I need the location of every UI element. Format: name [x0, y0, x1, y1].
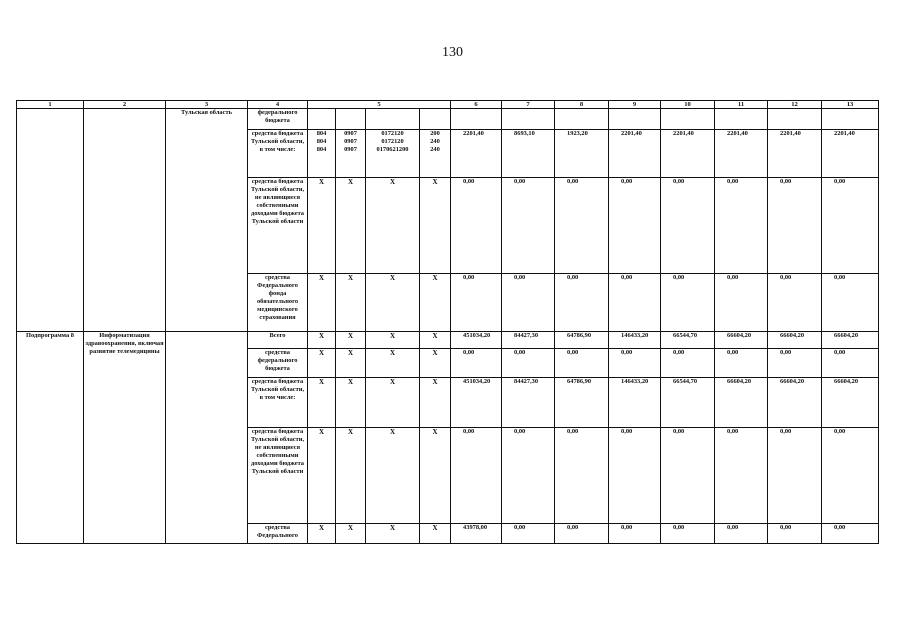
- cell-code: Х: [308, 524, 336, 544]
- col-header: 13: [822, 101, 879, 109]
- cell-value: 0,00: [768, 524, 822, 544]
- cell-value: 66604,20: [715, 378, 768, 428]
- cell-value: 0,00: [822, 524, 879, 544]
- cell-value: 0,00: [822, 178, 879, 274]
- cell-value: 66544,70: [661, 332, 715, 349]
- cell-value: 0,00: [609, 524, 661, 544]
- cell-value: 0,00: [555, 428, 609, 524]
- budget-table: [16, 100, 879, 544]
- cell-value: [502, 109, 555, 130]
- cell-value: 8693,10: [502, 130, 555, 178]
- cell-code: Х: [366, 332, 420, 349]
- cell-code: [366, 109, 420, 130]
- cell-value: 0,00: [502, 428, 555, 524]
- cell-code: Х: [420, 274, 451, 332]
- cell-code: Х: [420, 524, 451, 544]
- cell-value: 84427,30: [502, 332, 555, 349]
- cell-value: 2201,40: [661, 130, 715, 178]
- cell-subprogram-title: Информатизация здравоохранения, включая развитие телемедицины: [84, 332, 166, 544]
- cell-value: 0,00: [502, 178, 555, 274]
- table-row: [17, 332, 879, 349]
- cell-code: Х: [336, 524, 366, 544]
- cell-source: средства бюджета Тульской области, в том числе:: [248, 130, 308, 178]
- cell-source: средства Федерального: [248, 524, 308, 544]
- cell-value: 0,00: [715, 178, 768, 274]
- cell-value: 0,00: [768, 274, 822, 332]
- cell-value: 0,00: [451, 178, 502, 274]
- col-header: 11: [715, 101, 768, 109]
- cell-code: Х: [336, 274, 366, 332]
- cell-code: Х: [366, 274, 420, 332]
- cell-value: 0,00: [661, 274, 715, 332]
- col-header: 12: [768, 101, 822, 109]
- col-header: 8: [555, 101, 609, 109]
- cell-value: 0,00: [768, 178, 822, 274]
- cell-value: 66544,70: [661, 378, 715, 428]
- cell-code: Х: [420, 332, 451, 349]
- cell-code: Х: [366, 349, 420, 378]
- cell-value: [715, 109, 768, 130]
- cell-code: Х: [308, 349, 336, 378]
- col-header: 9: [609, 101, 661, 109]
- cell-value: 0,00: [609, 349, 661, 378]
- cell-value: 64786,90: [555, 332, 609, 349]
- cell-col3: [166, 332, 248, 544]
- cell-source: средства бюджета Тульской области, не являющиеся собственными доходами бюджета Тульской области: [248, 178, 308, 274]
- cell-value: 0,00: [661, 428, 715, 524]
- cell-code: Х: [420, 428, 451, 524]
- cell-code: 804 804 804: [308, 130, 336, 178]
- cell-code: 0172120 0172120 0170621200: [366, 130, 420, 178]
- cell-value: 0,00: [451, 428, 502, 524]
- cell-code: [336, 109, 366, 130]
- cell-value: 66604,20: [822, 332, 879, 349]
- cell-value: 2201,40: [822, 130, 879, 178]
- cell-code: Х: [308, 378, 336, 428]
- cell-value: 0,00: [768, 349, 822, 378]
- cell-source: средства федерального бюджета: [248, 349, 308, 378]
- cell-value: 451034,20: [451, 332, 502, 349]
- cell-value: 2201,40: [451, 130, 502, 178]
- cell-code: Х: [366, 178, 420, 274]
- cell-col1: [17, 109, 84, 332]
- cell-value: 2201,40: [609, 130, 661, 178]
- cell-source: Всего: [248, 332, 308, 349]
- cell-value: 0,00: [822, 428, 879, 524]
- page-number: 130: [442, 45, 463, 60]
- cell-value: 0,00: [555, 274, 609, 332]
- col-header: 10: [661, 101, 715, 109]
- cell-code: 0907 0907 0907: [336, 130, 366, 178]
- cell-value: 66604,20: [715, 332, 768, 349]
- cell-value: 0,00: [451, 274, 502, 332]
- cell-value: 1923,20: [555, 130, 609, 178]
- cell-value: 0,00: [768, 428, 822, 524]
- col-header: 3: [166, 101, 248, 109]
- cell-value: 0,00: [502, 274, 555, 332]
- col-header: 4: [248, 101, 308, 109]
- cell-value: 2201,40: [715, 130, 768, 178]
- cell-value: 0,00: [555, 524, 609, 544]
- cell-value: 451034,20: [451, 378, 502, 428]
- col-header: 7: [502, 101, 555, 109]
- cell-code: Х: [308, 178, 336, 274]
- cell-code: Х: [336, 349, 366, 378]
- cell-code: Х: [366, 428, 420, 524]
- cell-code: Х: [308, 274, 336, 332]
- cell-code: Х: [336, 178, 366, 274]
- cell-value: [822, 109, 879, 130]
- cell-value: 66604,20: [768, 332, 822, 349]
- cell-value: 0,00: [715, 274, 768, 332]
- cell-value: 64786,90: [555, 378, 609, 428]
- cell-value: 0,00: [661, 524, 715, 544]
- cell-source: средства Федерального фонда обязательного медицинского страхования: [248, 274, 308, 332]
- cell-region: Тульская область: [166, 109, 248, 332]
- cell-value: 0,00: [715, 428, 768, 524]
- cell-value: 0,00: [451, 349, 502, 378]
- cell-value: 0,00: [555, 349, 609, 378]
- cell-value: [609, 109, 661, 130]
- cell-col2: [84, 109, 166, 332]
- cell-source: средства бюджета Тульской области, не являющиеся собственными доходами бюджета Тульской области: [248, 428, 308, 524]
- cell-value: 0,00: [822, 349, 879, 378]
- cell-value: 84427,30: [502, 378, 555, 428]
- cell-code: [308, 109, 336, 130]
- cell-value: 0,00: [715, 524, 768, 544]
- cell-value: 0,00: [609, 274, 661, 332]
- cell-value: 0,00: [661, 178, 715, 274]
- cell-source: федерального бюджета: [248, 109, 308, 130]
- cell-code: Х: [420, 349, 451, 378]
- cell-code: [420, 109, 451, 130]
- cell-value: 2201,40: [768, 130, 822, 178]
- cell-value: 0,00: [609, 178, 661, 274]
- cell-value: 66604,20: [822, 378, 879, 428]
- cell-value: 146433,20: [609, 378, 661, 428]
- cell-code: Х: [420, 178, 451, 274]
- cell-code: Х: [336, 332, 366, 349]
- cell-value: 0,00: [502, 349, 555, 378]
- header-row: [17, 101, 879, 109]
- cell-code: Х: [336, 428, 366, 524]
- col-header: 1: [17, 101, 84, 109]
- cell-value: 0,00: [555, 178, 609, 274]
- col-header: 5: [308, 101, 451, 109]
- cell-code: Х: [308, 428, 336, 524]
- col-header: 2: [84, 101, 166, 109]
- cell-subprogram: Подпрограмма 8: [17, 332, 84, 544]
- cell-value: [768, 109, 822, 130]
- cell-value: 66604,20: [768, 378, 822, 428]
- cell-code: Х: [336, 378, 366, 428]
- cell-value: 146433,20: [609, 332, 661, 349]
- cell-value: [451, 109, 502, 130]
- cell-code: Х: [366, 524, 420, 544]
- table-row: [17, 109, 879, 130]
- cell-value: 0,00: [502, 524, 555, 544]
- cell-value: [555, 109, 609, 130]
- cell-code: Х: [308, 332, 336, 349]
- cell-value: [661, 109, 715, 130]
- cell-code: Х: [366, 378, 420, 428]
- cell-value: 0,00: [609, 428, 661, 524]
- cell-value: 0,00: [715, 349, 768, 378]
- cell-code: 200 240 240: [420, 130, 451, 178]
- cell-value: 0,00: [661, 349, 715, 378]
- cell-source: средства бюджета Тульской области, в том числе:: [248, 378, 308, 428]
- cell-value: 0,00: [822, 274, 879, 332]
- cell-value: 43978,00: [451, 524, 502, 544]
- cell-code: Х: [420, 378, 451, 428]
- col-header: 6: [451, 101, 502, 109]
